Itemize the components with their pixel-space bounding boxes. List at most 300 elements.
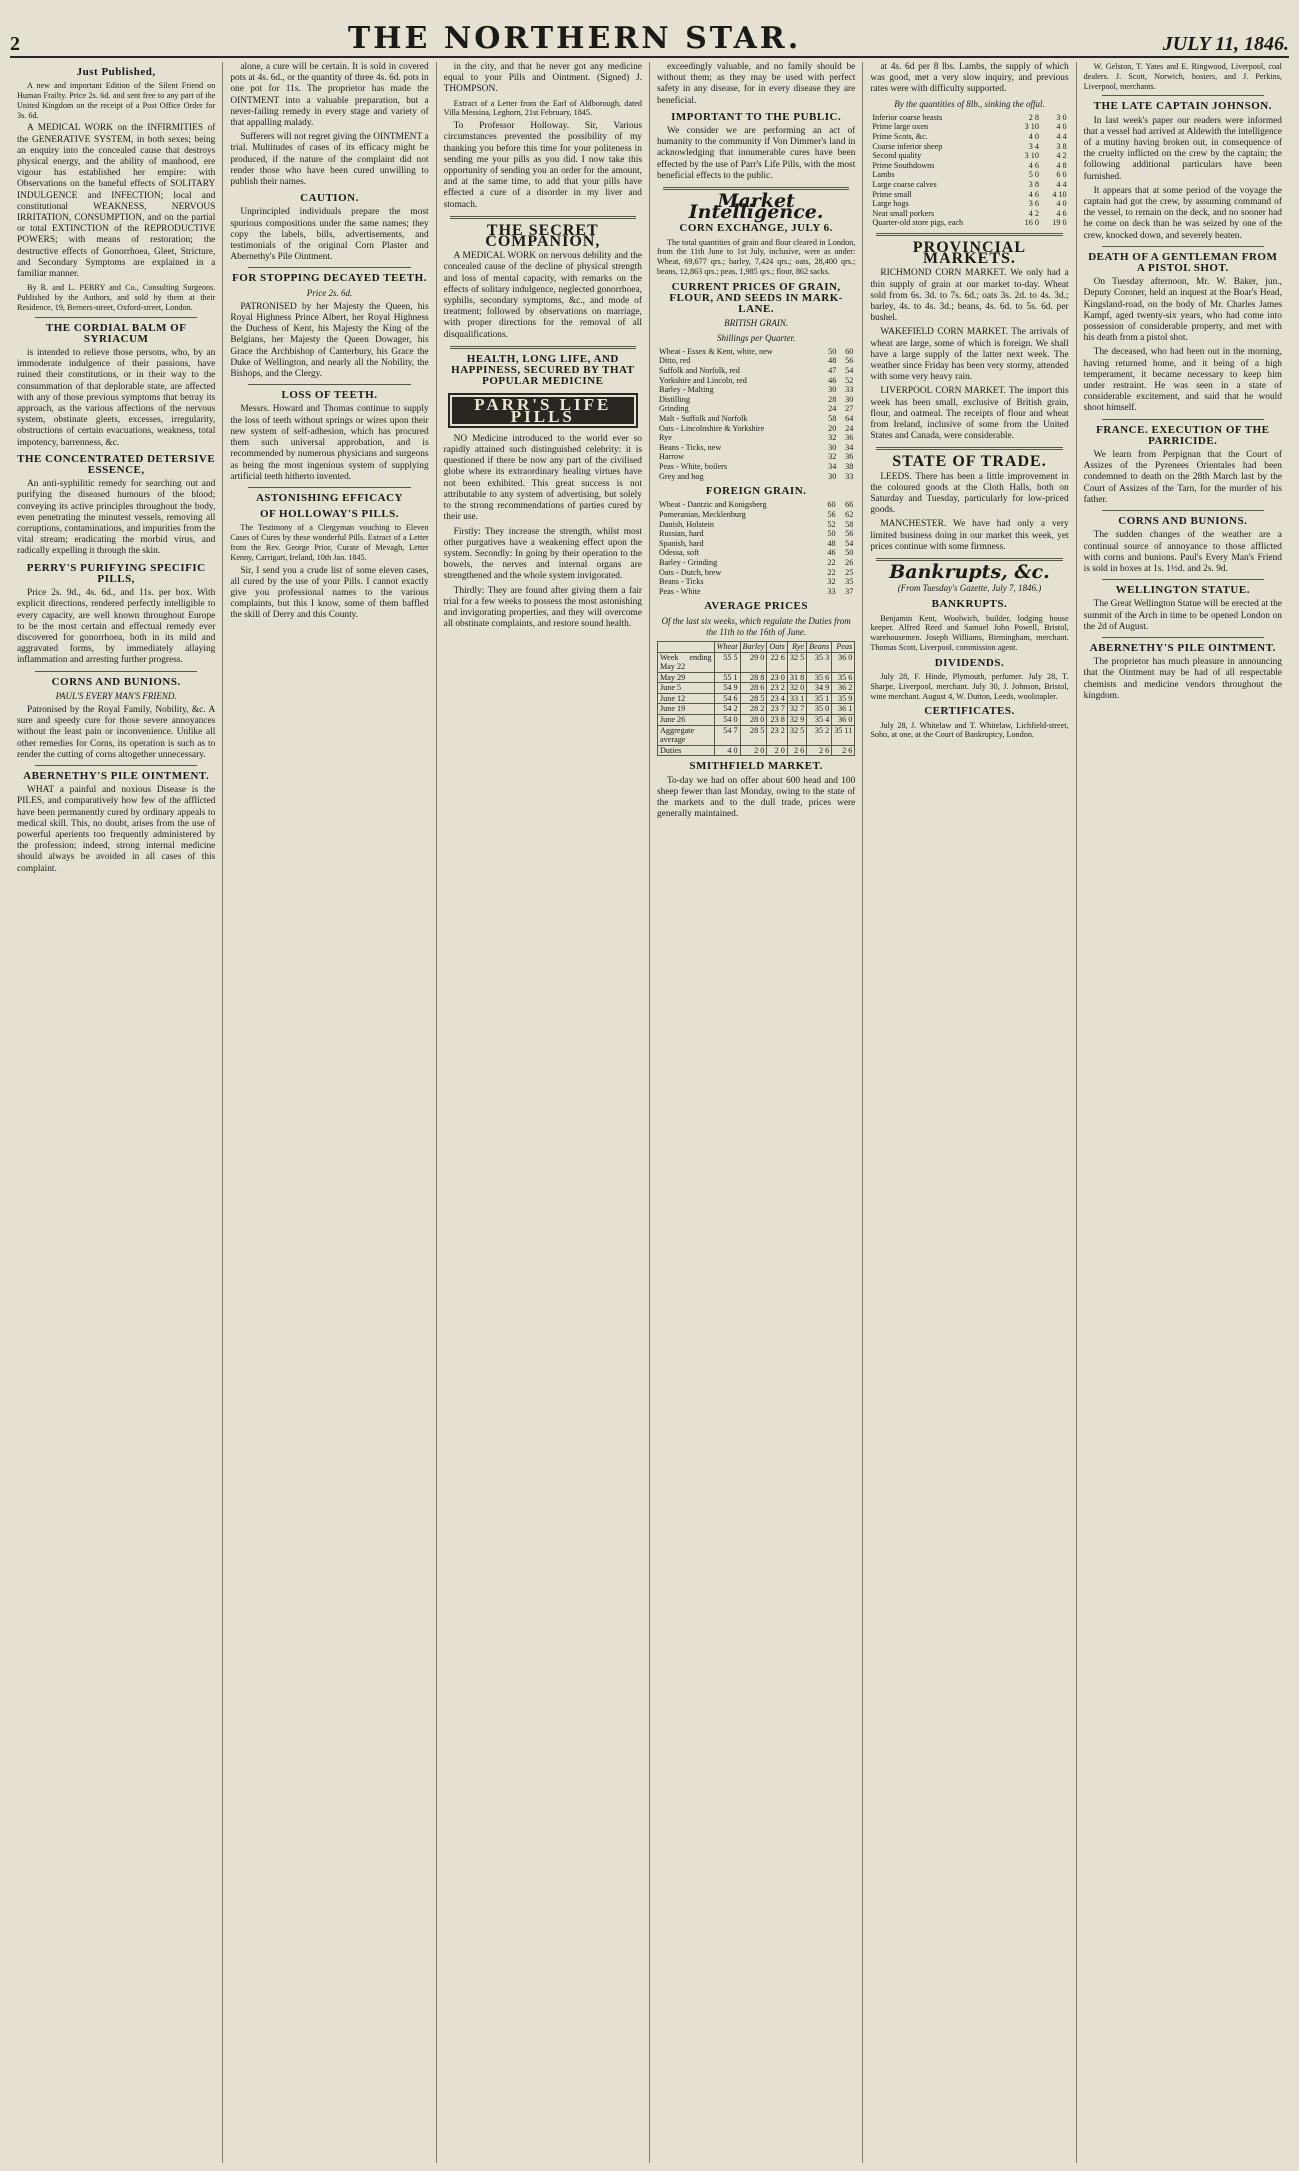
column-header: Peas <box>832 641 855 652</box>
paragraph: To Professor Holloway. Sir, Various circumstances prevented the possibility of my thanking you before this time for your politeness in sending me your pills as you did. I now take this opportunity of sending you an order for the amount, and at the same time, to add that your pills have effected a cure of a disorder in my liver and stomach. <box>443 121 642 210</box>
section-heading: DEATH OF A GENTLEMAN FROM A PISTOL SHOT. <box>1088 250 1278 275</box>
row-label: Week ending May 22 <box>657 652 714 672</box>
section-heading: FOREIGN GRAIN. <box>705 485 807 498</box>
section-subheading: Of the last six weeks, which regulate the Duties from the 11th to the 16th of June. <box>661 615 851 637</box>
paragraph: NO Medicine introduced to the world ever so rapidly attained such distinguished celebrity: it is questioned if there be now any part of the civilised globe where its extraordinary healing virtues have not been exhibited. This great success is not attributable to any system of advertising, but solely to the strong recommendations of parties cured by their use. <box>443 433 642 523</box>
divider <box>1102 637 1264 638</box>
section-subheading: By the quantities of 8lb., sinking the offal. <box>894 98 1045 109</box>
row-label: Russian, hard <box>658 529 704 539</box>
paragraph: A new and important Edition of the Silent Friend on Human Frailty. Price 2s. 6d. and sent free to any part of the United Kingdom on the receipt of a Post Office Order for 3s. 6d. <box>17 81 216 120</box>
price-cell: 16 0 <box>1024 218 1039 228</box>
row-label: Large coarse calves <box>872 179 937 189</box>
section-heading: CORN EXCHANGE, JULY 6. <box>679 222 833 235</box>
paragraph: A MEDICAL WORK on the INFIRMITIES of the GENERATIVE SYSTEM, in both sexes; being an enquiry into the concealed cause that destroys physical energy, and the ability of manhood, ere vigour has established her empire: with Observations on the baneful effects of SOLITARY INDULGENCE and INFECTION; local and constitutional WEAKNESS, NERVOUS IRRITATION, CONSUMPTION, and on the partial or total EXTINCTION of the REPRODUCTIVE POWERS; with means of restoration; the destructive effects of Gonorrhoea, Gleet, Stricture, and Secondary Symptoms are explained in a familiar manner. <box>17 123 216 280</box>
row-label: Rye <box>658 433 672 443</box>
price-cell: 25 <box>845 567 854 577</box>
average-price-row <box>657 693 854 704</box>
row-label: Grinding <box>658 404 689 414</box>
grain-price-row <box>657 414 855 424</box>
divider <box>1102 246 1264 247</box>
newspaper-title: THE NORTHERN STAR. <box>347 21 802 56</box>
price-cell: 60 <box>845 346 854 356</box>
price-cell: 32 9 <box>787 715 806 726</box>
price-cell: 2 8 <box>1028 112 1039 122</box>
average-price-row <box>657 745 854 756</box>
price-cell: 4 0 <box>1056 122 1067 132</box>
paragraph: The deceased, who had been out in the morning, having returned home, and it being of a high temperament, it became necessary to keep him under restraint. He was seen in a state of considerable excitement, and said that he would shoot himself. <box>1083 347 1282 414</box>
price-cell: 35 6 <box>832 672 855 683</box>
meat-price-row <box>870 161 1068 171</box>
price-cell: 33 <box>845 471 854 481</box>
price-cell: 33 <box>827 586 836 596</box>
grain-price-row <box>657 529 855 539</box>
paragraph: To-day we had on offer about 600 head and 100 sheep fewer than last Monday, owing to the state of the markets and to the dull trade, prices were generally maintained. <box>656 775 856 820</box>
price-cell: 36 0 <box>832 652 855 672</box>
row-label: Coarse inferior sheep <box>872 141 943 151</box>
paragraph: We learn from Perpignan that the Court of Assizes of the Pyrenees Orientales had been condemned to death on the 28th March last by the Court of Assizes of the Tarn, for the murder of his father. <box>1083 450 1282 505</box>
price-cell: 3 4 <box>1028 141 1039 151</box>
paragraph: The sudden changes of the weather are a continual source of annoyance to those afflicted with corns and bunions. Paul's Every Man's Friend is sold in boxes at 1s. 1½d. and 2s. 9d. <box>1083 530 1282 574</box>
price-cell: 36 1 <box>832 704 855 715</box>
row-label: Prime small <box>872 189 912 199</box>
row-label: Quarter-old store pigs, each <box>872 218 964 228</box>
row-label: Ditto, red <box>658 356 691 366</box>
row-label: June 12 <box>657 693 714 704</box>
paragraph: Patronised by the Royal Family, Nobility, &c. A sure and speedy cure for those severe annoyances without the least pain or inconvenience. Unlike all other remedies for Corns, its operation is such as to render the cutting of corns altogether unnecessary. <box>17 704 216 760</box>
price-cell: 35 0 <box>807 704 832 715</box>
paragraph: July 28, J. Whitelaw and T. Whitelaw, Lichfield-street, Soho, at one, at the Court of Bankruptcy, London. <box>870 720 1069 740</box>
section-heading: ABERNETHY'S PILE OINTMENT. <box>1089 641 1276 654</box>
paragraph: Unprincipled individuals prepare the most spurious compositions under the same names; they copy the labels, bills, advertisements, and testimonials of the original Corn Plaster and Abernethy's Pile Ointment. <box>230 207 429 263</box>
section-heading: FOR STOPPING DECAYED TEETH. <box>232 272 427 285</box>
row-label: Suffolk and Norfolk, red <box>658 366 740 376</box>
price-cell: 24 <box>828 404 837 414</box>
section-heading: THE LATE CAPTAIN JOHNSON. <box>1093 100 1272 113</box>
section-heading: CERTIFICATES. <box>924 705 1015 718</box>
paragraph: The proprietor has much pleasure in announcing that the Ointment may be had of all respectable chemists and medicine vendors throughout the kingdom. <box>1083 657 1282 701</box>
row-label: Peas - White, boilers <box>658 461 728 471</box>
price-cell: 23 0 <box>767 672 787 683</box>
price-cell: 4 4 <box>1056 132 1067 141</box>
meat-prices-table <box>870 113 1068 228</box>
paragraph: RICHMOND CORN MARKET. We only had a thin supply of grain at our market to-day. Wheat sold from 6s. 3d. to 7s. 6d.; oats 3s. 2d. to 4s. 3d.; barley, 4s. to 4s. 3d.; beans, 4s. 6d. to 5s. 6d. per bushel. <box>870 268 1069 324</box>
row-label: Yorkshire and Lincoln, red <box>658 375 747 385</box>
price-cell: 30 <box>828 385 837 395</box>
price-cell: 28 8 <box>740 672 767 683</box>
row-label: Oats - Lincolnshire & Yorkshire <box>658 423 765 433</box>
section-subheading: PAUL'S EVERY MAN'S FRIEND. <box>55 690 177 701</box>
section-heading: FRANCE. EXECUTION OF THE PARRICIDE. <box>1096 423 1270 447</box>
paragraph: MANCHESTER. We have had only a very limited business doing in our market this week, yet prices continue with some firmness. <box>870 519 1069 552</box>
section-heading: STATE OF TRADE. <box>892 453 1047 471</box>
row-label: June 5 <box>657 683 714 694</box>
row-label: Peas - White <box>658 586 701 596</box>
section-heading: LOSS OF TEETH. <box>281 389 378 402</box>
row-label: Lambs <box>872 170 895 180</box>
paragraph: W. Gelston, T. Yates and E. Ringwood, Liverpool, coal dealers. J. Scott, Norwich, hosiers, and J. Perkins, Liverpool, merchants. <box>1083 62 1282 91</box>
grain-price-row <box>657 452 855 462</box>
section-heading: THE CORDIAL BALM OF SYRIACUM <box>45 321 187 345</box>
paragraph: It appears that at some period of the voyage the captain had got the crew, by assuming command of the vessel, to remain on the deck, and no sooner had he come on deck than he was seized by one of the crew, knocked down, and severely beaten. <box>1083 185 1282 241</box>
divider <box>35 765 197 766</box>
average-price-row <box>657 725 854 745</box>
price-cell: 35 <box>845 577 854 587</box>
price-cell: 22 <box>827 557 836 567</box>
price-cell: 52 <box>845 375 854 385</box>
price-cell: 36 2 <box>832 683 855 694</box>
paragraph: In last week's paper our readers were informed that a vessel had arrived at Aldewith the intelligence of a mutiny having broken out, in consequence of the cruelty inflicted on the crew by the captain; the following additional particulars have been furnished. <box>1083 115 1282 182</box>
price-cell: 28 <box>828 394 837 404</box>
price-cell: 6 0 <box>1056 170 1067 180</box>
price-cell: 30 <box>828 442 837 452</box>
row-label: Second quality <box>872 151 922 161</box>
paragraph: WAKEFIELD CORN MARKET. The arrivals of wheat are large, some of which is foreign. We shall have a large supply of the latter next week. The weather since Friday has been very stormy, attended with some very heavy rain. <box>870 327 1069 383</box>
paragraph: We consider we are performing an act of humanity to the community if Von Dimmer's land in acknowledging that innumerable cures have been effected by the use of Parr's Life Pills, with the most beneficial effects to the public. <box>656 126 856 181</box>
meat-price-row <box>870 113 1068 123</box>
section-heading: THE CONCENTRATED DETERSIVE ESSENCE, <box>17 452 216 477</box>
price-cell: 20 <box>828 423 837 433</box>
issue-date: JULY 11, 1846. <box>1162 33 1289 55</box>
price-cell: 56 <box>827 509 836 519</box>
price-cell: 2 0 <box>767 745 787 756</box>
column-5 <box>863 62 1076 2163</box>
price-cell: 64 <box>845 414 854 423</box>
grain-price-row <box>657 548 855 558</box>
section-heading: CAUTION. <box>300 192 359 205</box>
price-cell: 3 8 <box>1028 179 1039 189</box>
section-heading: OF HOLLOWAY'S PILLS. <box>259 508 400 521</box>
section-heading: WELLINGTON STATUE. <box>1115 584 1250 597</box>
paragraph: WHAT a painful and noxious Disease is the PILES, and comparatively how few of the afflicted have been permanently cured by ordinary appeals to medical skill. This, no doubt, arises from the use of powerful aperients too frequently administered by the profession; indeed, strong internal medicine should always be avoided in all cases of this complaint. <box>17 785 216 874</box>
grain-price-row <box>657 472 855 482</box>
price-cell: 56 <box>845 356 854 366</box>
grain-price-row <box>657 500 855 510</box>
price-cell: 32 <box>827 577 836 587</box>
price-cell: 4 0 <box>1056 199 1067 209</box>
row-label: Grey and hog <box>658 471 704 481</box>
paragraph: Price 2s. 9d., 4s. 6d., and 11s. per box. With explicit directions, rendered perfectly intelligible to every capacity, are well known throughout Europe to be the most certain and effectual remedy ever discovered for gonorrhoea, both in its mild and aggravated forms, by immediately allaying inflammation and arresting further progress. <box>17 588 216 666</box>
price-cell: 58 <box>845 519 854 529</box>
price-cell: 34 9 <box>807 683 832 694</box>
price-cell: 5 0 <box>1028 170 1039 180</box>
price-cell: 23 2 <box>767 725 787 745</box>
price-cell: 33 1 <box>787 693 806 704</box>
price-cell: 28 0 <box>740 715 767 726</box>
price-cell: 66 <box>845 500 854 510</box>
meat-price-row <box>870 132 1068 142</box>
price-cell: 2 6 <box>832 745 855 756</box>
price-cell: 60 <box>827 500 836 510</box>
price-cell: 35 1 <box>807 693 832 704</box>
price-cell: 19 0 <box>1052 218 1067 228</box>
price-cell: 54 2 <box>714 704 740 715</box>
price-cell: 3 6 <box>1028 199 1039 209</box>
column-3 <box>437 62 650 2163</box>
section-heading: ABERNETHY'S PILE OINTMENT. <box>23 769 210 782</box>
price-cell: 46 <box>828 375 837 385</box>
paragraph: Sufferers will not regret giving the OINTMENT a trial. Multitudes of cases of its efficacy might be produced, if the nature of the complaint did not render those who have been cured unwilling to publish their names. <box>230 132 429 188</box>
average-prices-table <box>657 641 855 757</box>
divider <box>450 216 636 219</box>
row-label: Oats - Dutch, brew <box>658 567 722 577</box>
price-cell: 4 10 <box>1052 189 1067 199</box>
price-cell: 50 <box>827 529 836 539</box>
price-cell: 28 5 <box>740 725 767 745</box>
grain-price-row <box>657 568 855 578</box>
price-cell: 32 <box>828 452 837 462</box>
grain-price-row <box>657 404 855 414</box>
price-cell: 48 <box>828 356 837 366</box>
price-cell: 30 <box>845 394 854 404</box>
section-heading: PERRY'S PURIFYING SPECIFIC PILLS, <box>26 561 206 585</box>
price-cell: 36 <box>845 452 854 462</box>
paragraph: A MEDICAL WORK on nervous debility and the concealed cause of the decline of physical strength and loss of mental capacity, with remarks on the effects of solitary indulgence, neglected gonorrhoea, syphilis, secondary symptoms, &c., and mode of treatment; followed by observations on marriage, with proper directions for the removal of all disqualifications. <box>443 251 642 340</box>
grain-price-row <box>657 356 855 366</box>
column-header <box>657 641 714 652</box>
price-cell: 58 <box>828 414 837 423</box>
price-cell: 28 5 <box>740 693 767 704</box>
row-label: Odessa, soft <box>658 548 700 558</box>
row-label: Inferior coarse beasts <box>872 112 943 122</box>
price-cell: 46 <box>827 548 836 558</box>
divider <box>248 487 410 488</box>
price-cell: 33 <box>845 385 854 395</box>
section-heading: AVERAGE PRICES <box>704 600 808 613</box>
price-cell: 3 0 <box>1056 112 1067 122</box>
grain-price-row <box>657 395 855 405</box>
paragraph: exceedingly valuable, and no family should be without them; as they may be used with perfect safety in any disease, for in every disease they are beneficial. <box>656 62 856 106</box>
grain-price-row <box>657 433 855 443</box>
divider <box>876 447 1062 450</box>
meat-price-row <box>870 151 1068 161</box>
paragraph: The Testimony of a Clergyman vouching to Eleven Cases of Cures by these wonderful Pills. Extract of a Letter from the Rev. George Prior, Curate of Mevagh, Letter Kenny, Carrigart, Ireland, 10th Jan. 1845. <box>230 523 429 562</box>
price-cell: 22 6 <box>767 652 787 672</box>
price-cell: 30 <box>828 471 837 481</box>
row-label: May 29 <box>657 672 714 683</box>
bankrupts-heading: Bankrupts, &c. <box>889 561 1050 584</box>
average-price-row <box>657 672 854 683</box>
row-label: Aggregate average <box>657 725 714 745</box>
parrs-life-pills-banner: PARR'S LIFE PILLS <box>448 393 638 427</box>
price-cell: 4 0 <box>1028 132 1039 141</box>
paragraph: PATRONISED by her Majesty the Queen, his Royal Highness Prince Albert, her Royal Highness the Duchess of Kent, his Majesty the King of the Belgians, her Majesty the Queen Dowager, his Grace the Archbishop of Canterbury, his Grace the Duke of Wellington, and nearly all the Nobility, the Bishops, and the Clergy. <box>230 301 429 380</box>
paragraph: Thirdly: They are found after giving them a fair trial for a few weeks to possess the most astonishing and invigorating properties, and they will overcome all obstinate complaints, and restore sound health. <box>443 585 642 630</box>
divider <box>1102 95 1264 96</box>
divider <box>1102 419 1264 420</box>
row-label: Malt - Suffolk and Norfolk <box>658 414 748 423</box>
row-label: Barley - Grinding <box>658 557 718 567</box>
price-cell: 28 6 <box>740 683 767 694</box>
price-cell: 32 5 <box>787 725 806 745</box>
meat-price-row <box>870 218 1068 228</box>
row-label: Prime Southdowns <box>872 160 935 170</box>
paragraph: Extract of a Letter from the Earl of Aldborough, dated Villa Messina, Leghorn, 21st February, 1845. <box>443 98 642 118</box>
paragraph: July 28, F. Hinde, Plymouth, perfumer. July 28, T. Sharpe, Liverpool, merchant. July 30, J. Johnson, Bristol, wine merchant. August 4, W. Dutton, Leeds, woolstapler. <box>870 672 1069 701</box>
column-header: Barley <box>740 641 767 652</box>
meat-price-row <box>870 190 1068 200</box>
price-cell: 35 11 <box>832 725 855 745</box>
column-header: Oats <box>767 641 787 652</box>
paragraph: LEEDS. There has been a little improvement in the coloured goods at the Cloth Halls, both on Saturday and Tuesday, particularly for low-priced goods. <box>870 471 1069 516</box>
grain-price-row <box>657 587 855 597</box>
column-header: Beans <box>807 641 832 652</box>
price-cell: 32 5 <box>787 652 806 672</box>
price-cell: 4 4 <box>1056 179 1067 189</box>
price-cell: 29 0 <box>740 652 767 672</box>
price-cell: 35 2 <box>807 725 832 745</box>
masthead <box>10 22 1289 58</box>
price-cell: 23 2 <box>767 683 787 694</box>
price-cell: 35 6 <box>807 672 832 683</box>
average-price-row <box>657 683 854 694</box>
row-label: Danish, Holstein <box>658 519 715 529</box>
divider <box>35 317 197 318</box>
row-label: Wheat - Dantzic and Konigsberg <box>658 500 767 510</box>
price-cell: 55 1 <box>714 672 740 683</box>
price-cell: 4 6 <box>1056 208 1067 218</box>
price-cell: 56 <box>845 529 854 539</box>
row-label: Pomeranian, Mecklenburg <box>658 509 746 519</box>
paragraph: Benjamin Kent, Woolwich, builder, lodging house keeper. Alfred Reed and Samuel John Powell, Bristol, warehousemen. Joseph Williams, Birmingham, merchant. Thomas Scott, Liverpool, commission agent. <box>870 613 1069 653</box>
columns <box>10 62 1289 2163</box>
paragraph: The Great Wellington Statue will be erected at the summit of the Arch in time to be opened London on the 2d of August. <box>1083 599 1282 632</box>
meat-price-row <box>870 199 1068 209</box>
price-cell: 54 <box>845 538 854 548</box>
grain-price-row <box>657 443 855 453</box>
foreign-grain-table <box>657 500 855 596</box>
price-cell: 50 <box>845 548 854 558</box>
grain-price-row <box>657 385 855 395</box>
row-label: Distilling <box>658 394 690 404</box>
divider <box>1102 579 1264 580</box>
price-cell: 34 <box>845 442 854 452</box>
grain-price-row <box>657 462 855 472</box>
price-cell: 54 9 <box>714 683 740 694</box>
price-cell: 62 <box>845 509 854 519</box>
paragraph: in the city, and that he never got any medicine equal to your Pills and Ointment. (Signed) J. THOMPSON. <box>443 62 642 95</box>
meat-price-row <box>870 180 1068 190</box>
price-cell: 4 2 <box>1056 151 1067 161</box>
price-cell: 2 6 <box>807 745 832 756</box>
average-price-row <box>657 652 854 672</box>
section-heading: PROVINCIAL MARKETS. <box>912 238 1027 268</box>
divider <box>1102 510 1264 511</box>
paragraph: An anti-syphilitic remedy for searching out and purifying the diseased humours of the blood; conveying its active principles throughout the body, even penetrating the minutest vessels, removing all corruptions, contaminations, and impurities from the vital stream; eradicating the morbid virus, and radically expelling it through the skin. <box>17 479 216 557</box>
price-cell: 35 4 <box>807 715 832 726</box>
price-cell: 36 <box>845 433 854 443</box>
row-label: Beans - Ticks, new <box>658 442 722 452</box>
section-subheading: BRITISH GRAIN. <box>724 318 789 329</box>
row-label: Harrow <box>658 452 684 462</box>
paragraph: is intended to relieve those persons, who, by an immoderate indulgence of their passions, have ruined their constitutions, or in their way to the consummation of that deplorable state, are affected with any of those previous symptoms that betray its approach, as the various affections of the nervous system, obstinate gleets, excesses, irregularity, obstructions of certain evacuations, weakness, total impotency, barrenness, &c. <box>17 348 216 448</box>
grain-price-row <box>657 347 855 357</box>
section-heading: HEALTH, LONG LIFE, AND HAPPINESS, SECURED BY THAT POPULAR MEDICINE <box>451 352 635 388</box>
price-cell: 3 8 <box>1056 141 1067 151</box>
price-unit: Shillings per Quarter. <box>717 332 796 343</box>
price-cell: 32 7 <box>787 704 806 715</box>
row-label: Beans - Ticks <box>658 577 704 587</box>
column-2 <box>223 62 436 2163</box>
meat-price-row <box>870 209 1068 219</box>
price-cell: 23 4 <box>767 693 787 704</box>
section-subheading: (From Tuesday's Gazette, July 7, 1846.) <box>897 583 1042 594</box>
paragraph: By R. and L. PERRY and Co., Consulting Surgeons. Published by the Authors, and sold by them at their Residence, 19, Berners-street, Oxford-street, London. <box>17 283 216 312</box>
grain-price-row <box>657 577 855 587</box>
section-heading: DIVIDENDS. <box>934 656 1005 669</box>
row-label: Prime Scots, &c. <box>872 132 928 141</box>
grain-price-row <box>657 376 855 386</box>
price-cell: 3 10 <box>1024 122 1039 132</box>
section-heading: CURRENT PRICES OF GRAIN, FLOUR, AND SEEDS IN MARK-LANE. <box>669 280 843 316</box>
paragraph: On Tuesday afternoon, Mr. W. Baker, jun., Deputy Coroner, held an inquest at the Boar's Head, Kingsland-road, on the body of Mr. Charles James Kampf, aged twenty-six years, who had come into possession of considerable property, and met with his death from a pistol shot. <box>1083 277 1282 344</box>
paragraph: LIVERPOOL CORN MARKET. The import this week has been small, exclusive of British grain, flour, and oatmeal. The receipts of flour and wheat from Ireland, inclusive of some from the United States and Canada, were considerable. <box>870 386 1069 442</box>
row-label: June 19 <box>657 704 714 715</box>
price-cell: 4 6 <box>1028 160 1039 170</box>
row-label: Large hogs <box>872 199 909 209</box>
row-label: Wheat - Essex & Kent, white, new <box>658 346 773 356</box>
row-label: June 26 <box>657 715 714 726</box>
grain-price-row <box>657 558 855 568</box>
row-label: Spanish, hard <box>658 538 704 548</box>
section-heading: IMPORTANT TO THE PUBLIC. <box>671 110 842 123</box>
divider <box>248 267 410 268</box>
section-heading: THE SECRET COMPANION, <box>485 221 601 251</box>
price-cell: 50 <box>828 346 837 356</box>
grain-price-row <box>657 539 855 549</box>
grain-price-row <box>657 366 855 376</box>
column-1 <box>10 62 223 2163</box>
page-number: 2 <box>10 33 20 55</box>
price-cell: 34 <box>828 461 837 471</box>
british-grain-table <box>657 347 855 481</box>
paragraph: alone, a cure will be certain. It is sold in covered pots at 4s. 6d., or the quantity of three 4s. 6d. pots in one pot for 11s. The proprietor has made the OINTMENT into a valuable preparation, but a never-failing remedy in every stage and variety of that appalling malady. <box>230 62 429 129</box>
price-cell: 23 7 <box>767 704 787 715</box>
grain-price-row <box>657 510 855 520</box>
price-cell: 48 <box>827 538 836 548</box>
price-cell: 26 <box>845 557 854 567</box>
section-heading: BANKRUPTS. <box>931 598 1008 611</box>
section-heading: SMITHFIELD MARKET. <box>689 760 823 773</box>
price-cell: 24 <box>845 423 854 433</box>
divider <box>876 233 1062 236</box>
divider <box>450 346 636 349</box>
price-cell: 3 10 <box>1024 151 1039 161</box>
price-cell: 52 <box>827 519 836 529</box>
price-cell: 4 2 <box>1028 208 1039 218</box>
divider <box>35 671 197 672</box>
section-heading: CORNS AND BUNIONS. <box>1118 515 1248 528</box>
price-cell: 32 <box>828 433 837 443</box>
average-price-row <box>657 704 854 715</box>
section-heading: CORNS AND BUNIONS. <box>51 675 181 688</box>
price-cell: 28 2 <box>740 704 767 715</box>
price-cell: 2 6 <box>787 745 806 756</box>
price-cell: 37 <box>845 586 854 596</box>
price-cell: 31 8 <box>787 672 806 683</box>
section-heading: ASTONISHING EFFICACY <box>255 491 403 504</box>
price-cell: 4 6 <box>1028 189 1039 199</box>
price-cell: 23 8 <box>767 715 787 726</box>
row-label: Duties <box>657 745 714 756</box>
price-cell: 54 6 <box>714 693 740 704</box>
paragraph: Messrs. Howard and Thomas continue to supply the loss of teeth without springs or wires upon their new system of self-adhesion, which has procured them such universal approbation, and is recommended by numerous physicians and surgeons as being the most ingenious system of supplying artificial teeth hitherto invented. <box>230 404 429 482</box>
meat-price-row <box>870 170 1068 180</box>
paragraph: at 4s. 6d per 8 lbs. Lambs, the supply of which was good, met a very slow inquiry, and previous rates were with difficulty supported. <box>870 62 1069 95</box>
column-header: Wheat <box>714 641 740 652</box>
price-cell: 4 0 <box>714 745 740 756</box>
paragraph: Sir, I send you a crude list of some eleven cases, all cured by the use of your Pills. I cannot exactly give you professional names to the various complaints, but this I know, some of them baffled the skill of Derry and this County. <box>230 565 429 621</box>
price-cell: 22 <box>827 567 836 577</box>
